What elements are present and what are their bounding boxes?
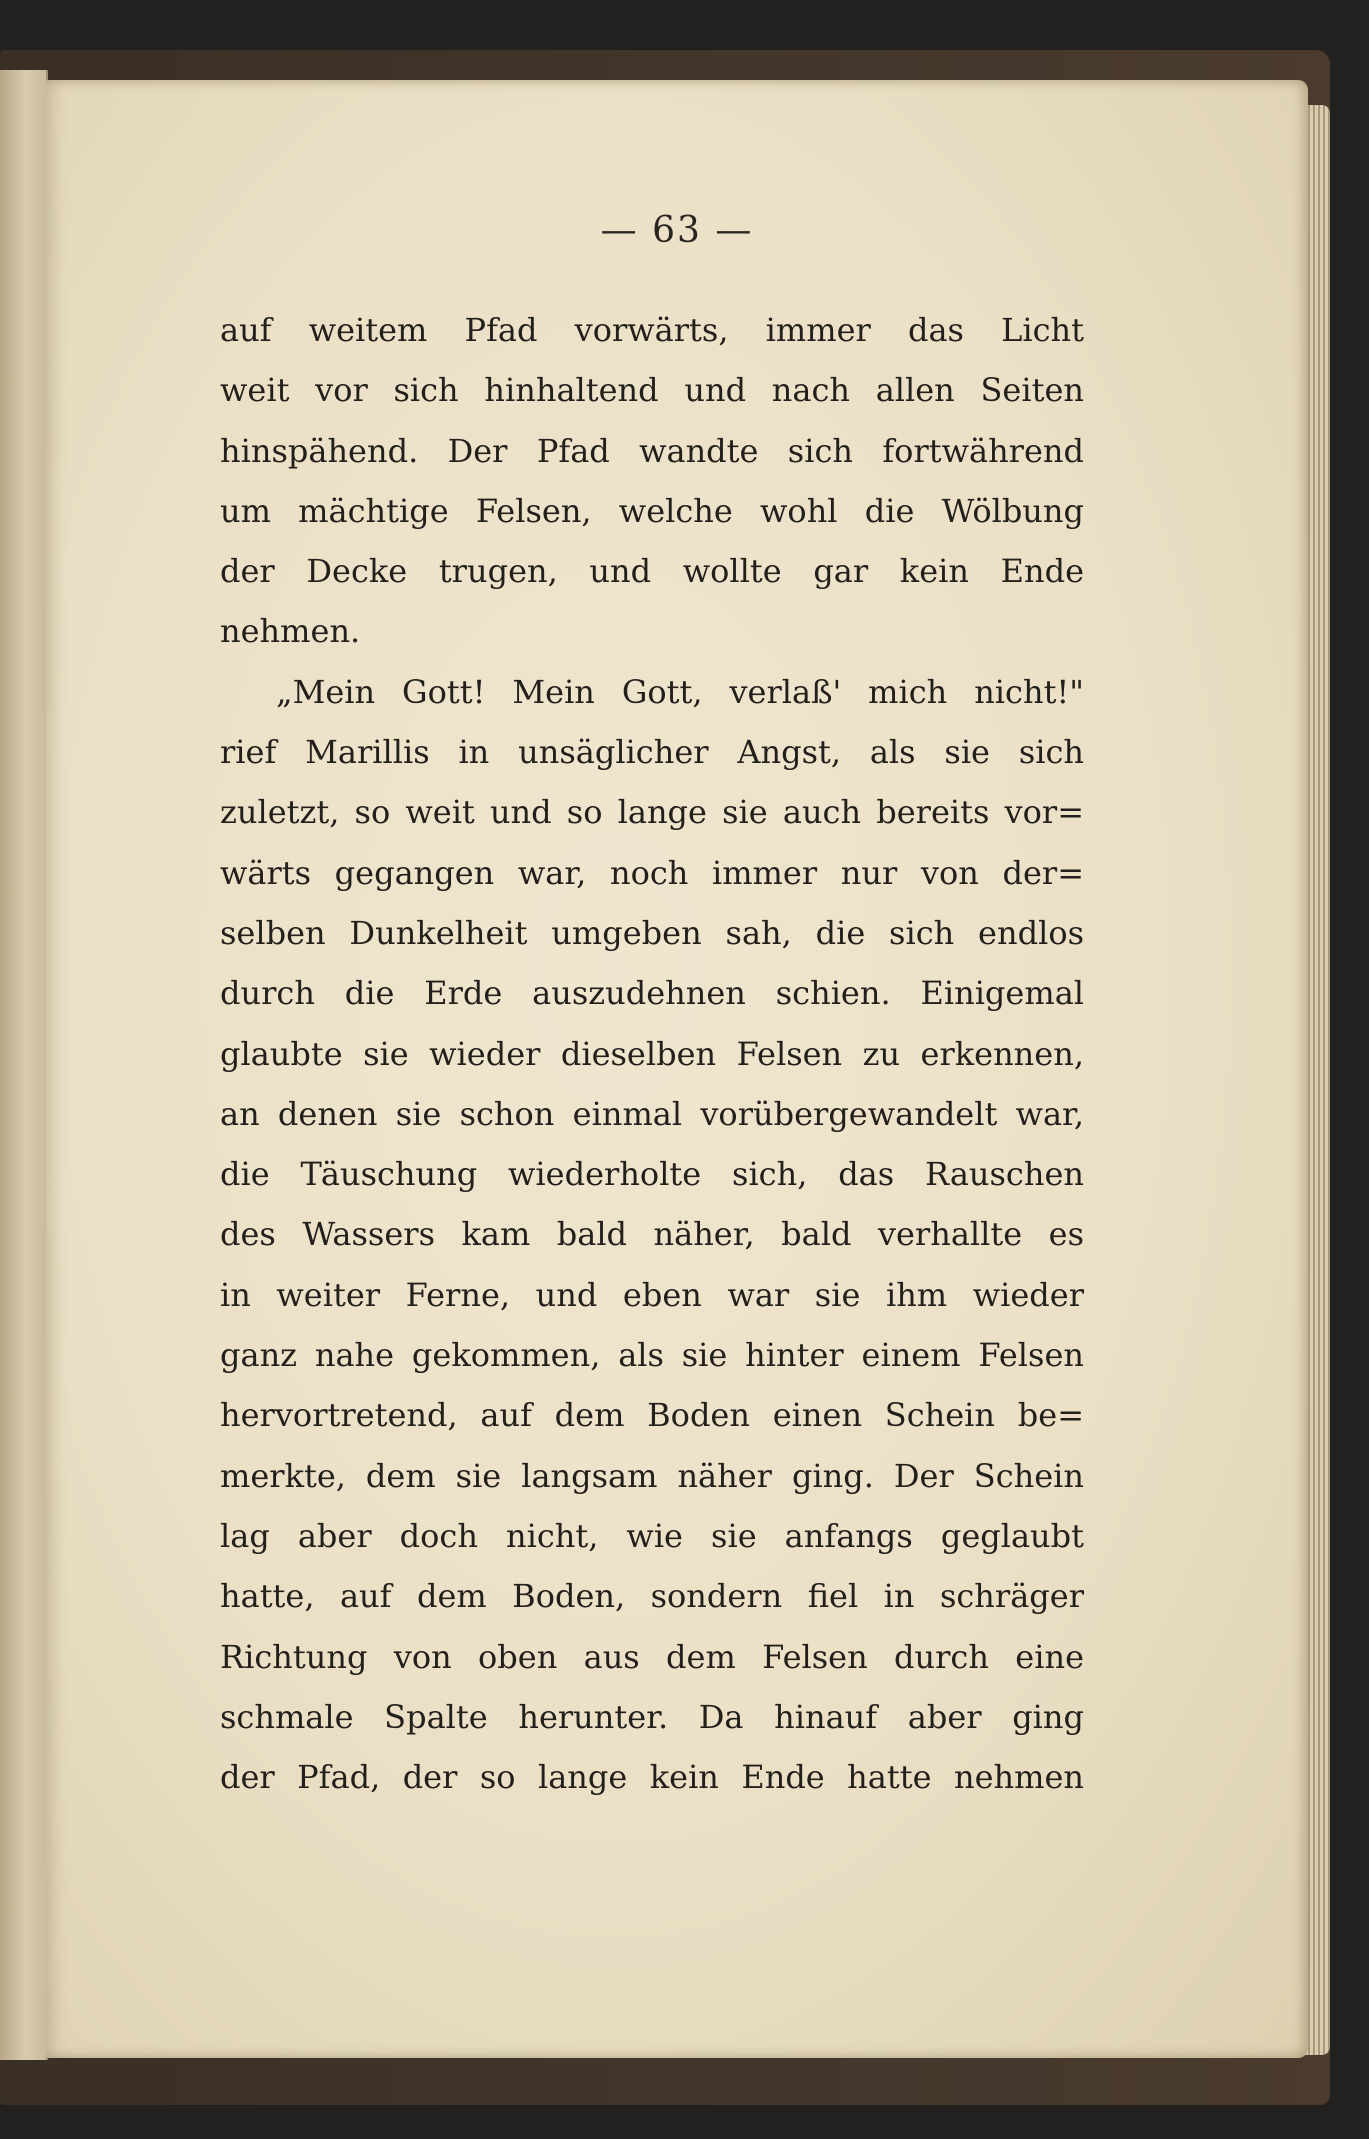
body-text xyxy=(220,300,1084,1807)
text-line: weit vor sich hinhaltend und nach allen Seiten xyxy=(220,371,1084,410)
book-page xyxy=(46,80,1308,2058)
text-line: die Täuschung wiederholte sich, das Rauschen xyxy=(220,1155,1084,1194)
text-line: hervortretend, auf dem Boden einen Schein be= xyxy=(220,1396,1084,1435)
text-line: hatte, auf dem Boden, sondern fiel in schräger xyxy=(220,1577,1084,1616)
page-number: — 63 — xyxy=(600,210,754,251)
text-line: hinspähend. Der Pfad wandte sich fortwährend xyxy=(220,431,1084,470)
text-line: Richtung von oben aus dem Felsen durch eine xyxy=(220,1637,1084,1676)
text-line: merkte, dem sie langsam näher ging. Der Schein xyxy=(220,1456,1084,1495)
text-line: an denen sie schon einmal vorübergewandelt war, xyxy=(220,1094,1084,1133)
text-line: „Mein Gott! Mein Gott, verlaß' mich nicht!" xyxy=(276,672,1084,711)
text-line: lag aber doch nicht, wie sie anfangs geglaubt xyxy=(220,1516,1084,1555)
text-line: um mächtige Felsen, welche wohl die Wölbung xyxy=(220,491,1084,530)
text-line: des Wassers kam bald näher, bald verhallte es xyxy=(220,1215,1084,1254)
text-line: in weiter Ferne, und eben war sie ihm wieder xyxy=(220,1275,1084,1314)
text-line: selben Dunkelheit umgeben sah, die sich endlos xyxy=(220,913,1084,952)
text-line: schmale Spalte herunter. Da hinauf aber ging xyxy=(220,1697,1084,1736)
text-line: wärts gegangen war, noch immer nur von der= xyxy=(220,853,1084,892)
text-line: der Decke trugen, und wollte gar kein Ende xyxy=(220,552,1084,591)
text-line: auf weitem Pfad vorwärts, immer das Licht xyxy=(220,311,1084,349)
previous-page-edge xyxy=(0,70,48,2060)
text-line: rief Marillis in unsäglicher Angst, als sie sich xyxy=(220,733,1084,772)
text-line: glaubte sie wieder dieselben Felsen zu erkennen, xyxy=(220,1034,1084,1073)
text-line: durch die Erde auszudehnen schien. Einigemal xyxy=(220,974,1084,1013)
text-line: zuletzt, so weit und so lange sie auch bereits vor= xyxy=(220,793,1084,832)
text-line: ganz nahe gekommen, als sie hinter einem Felsen xyxy=(220,1336,1084,1375)
text-line: der Pfad, der so lange kein Ende hatte nehmen xyxy=(220,1758,1084,1797)
text-line: nehmen. xyxy=(220,612,361,651)
